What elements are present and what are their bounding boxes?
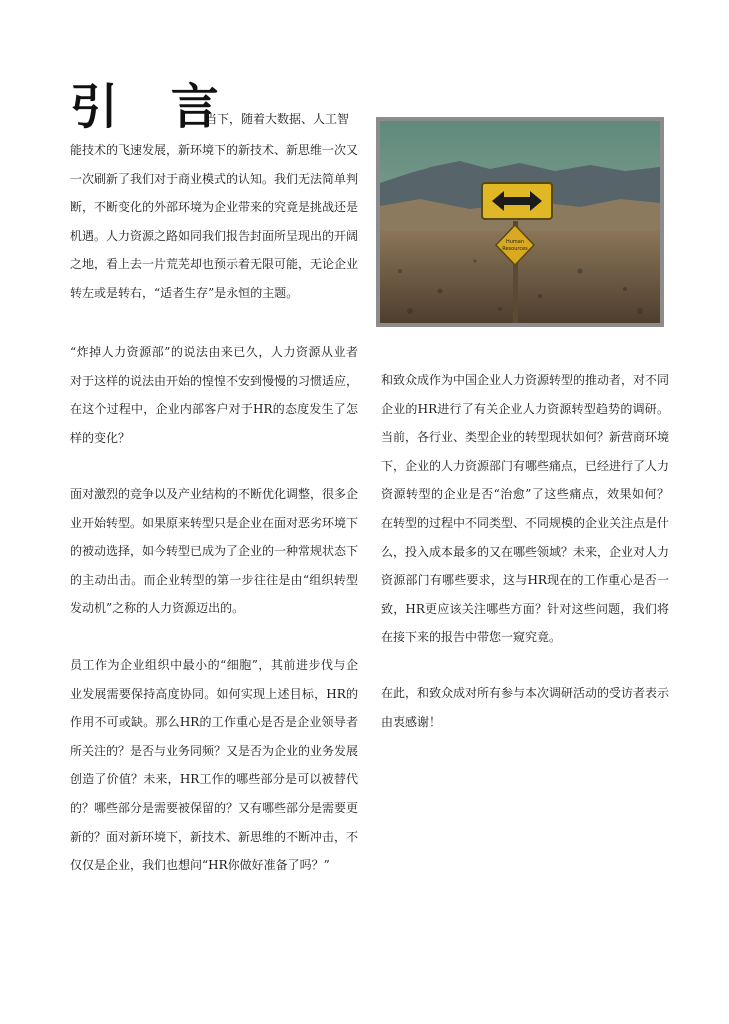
sign-text-2: Resources	[502, 246, 528, 252]
intro-first-line: 当下，随着大数据、人工智	[205, 112, 350, 126]
left-paragraph-2: 面对激烈的竞争以及产业结构的不断优化调整，很多企业开始转型。如果原来转型只是企业在面对恶劣环境下的被动选择，如今转型已成为了企业的一种常规状态下的主动出击。而企业转型的第一步往往是由“组织转型发动机”之称的人力资源迈出的。	[70, 487, 359, 616]
sign-text-1: Human	[505, 239, 525, 245]
left-paragraph-1: “炸掉人力资源部”的说法由来已久，人力资源从业者对于这样的说法由开始的惶惶不安到慢慢的习惯适应，在这个过程中，企业内部客户对于HR的态度发生了怎样的变化？	[70, 345, 359, 445]
page-title: 引 言	[70, 79, 237, 135]
cover-photo	[376, 117, 664, 327]
intro-paragraph: 能技术的飞速发展，新环境下的新技术、新思维一次又一次刷新了我们对于商业模式的认知。我们无法简单判断，不断变化的外部环境为企业带来的究竟是挑战还是机遇。人力资源之路如同我们报告封面所呈现出的开阔之地，看上去一片荒芜却也预示着无限可能，无论企业转左或是转右，“适者生存”是永恒的主题。	[70, 143, 359, 300]
desert-road-sign-photo	[380, 121, 660, 323]
right-paragraph-2: 在此，和致众成对所有参与本次调研活动的受访者表示由衷感谢！	[381, 686, 670, 729]
right-paragraph-1: 和致众成作为中国企业人力资源转型的推动者，对不同企业的HR进行了有关企业人力资源转型趋势的调研。当前，各行业、类型企业的转型现状如何？新营商环境下，企业的人力资源部门有哪些痛点，已经进行了人力资源转型的企业是否“治愈”了这些痛点，效果如何？在转型的过程中不同类型、不同规模的企业关注点是什么，投入成本最多的又在哪些领域？未来，企业对人力资源部门有哪些要求，这与HR现在的工作重心是否一致，HR更应该关注哪些方面？针对这些问题，我们将在接下来的报告中带您一窥究竟。	[381, 373, 670, 645]
arrow-sign	[482, 183, 552, 219]
left-paragraph-3: 员工作为企业组织中最小的“细胞”，其前进步伐与企业发展需要保持高度协同。如何实现上述目标，HR的作用不可或缺。那么HR的工作重心是否是企业领导者所关注的？是否与业务同频？又是否为企业的业务发展创造了价值？未来，HR工作的哪些部分是可以被替代的？哪些部分是需要被保留的？又有哪些部分是需要更新的？面对新环境下，新技术、新思维的不断冲击，不仅仅是企业，我们也想问“HR你做好准备了吗？”	[70, 658, 359, 873]
